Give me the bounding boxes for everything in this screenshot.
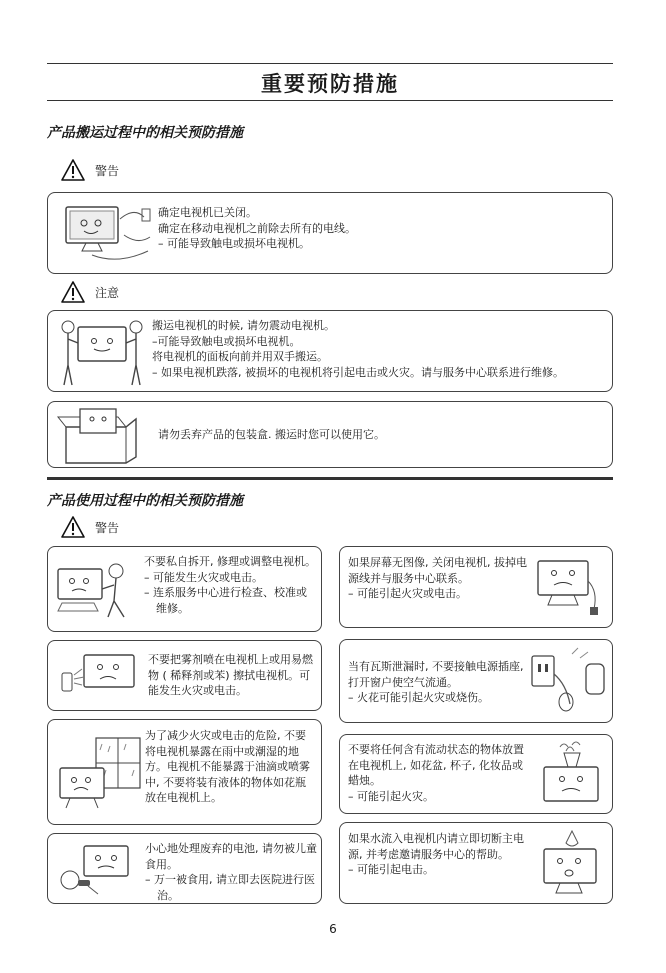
box-text: 请勿丢弃产品的包装盒. 搬运时您可以使用它。 xyxy=(158,428,385,441)
box-text: 如果屏幕无图像, 关闭电视机, 拔掉电源线并与服务中心联系。 – 可能引起火灾或电击。 xyxy=(348,556,527,600)
box-text: 不要把雾剂喷在电视机上或用易燃物 ( 稀释剂或苯) 擦拭电视机。可能发生火灾或电击。 xyxy=(148,653,313,697)
box-text: 小心地处理废弃的电池, 请勿被儿童食用。 – 万一被食用, 请立即去医院进行医治。 xyxy=(145,842,317,902)
info-box-power-off xyxy=(47,192,613,274)
section-heading-transport: 产品搬运过程中的相关预防措施 xyxy=(47,125,243,141)
page-title: 重要预防措施 xyxy=(261,72,399,96)
box-text: 确定电视机已关闭。 确定在移动电视机之前除去所有的电线。 – 可能导致触电或损坏电视机。 xyxy=(158,206,356,250)
box-text: 不要私自拆开, 修理或调整电视机。 – 可能发生火灾或电击。 – 连系服务中心进行检查、校准或维修。 xyxy=(144,555,316,615)
warning-box-water xyxy=(339,822,613,904)
vase-on-tv-illustration xyxy=(534,739,608,809)
tv-rain-window-illustration xyxy=(56,734,144,814)
warning-text: 警告 xyxy=(95,163,120,178)
warning-label xyxy=(60,158,119,182)
warning-box-battery xyxy=(47,833,322,904)
box-text: 如果水流入电视机内请立即切断主电源, 并考虑邀请服务中心的帮助。 – 可能引起电击。 xyxy=(348,832,524,876)
repairman-illustration xyxy=(54,559,138,621)
battery-child-illustration xyxy=(58,840,142,898)
caution-text: 注意 xyxy=(95,285,120,300)
box-text: 不要将任何含有流动状态的物体放置在电视机上, 如花盆, 杯子, 化妆品或蜡烛。 – 可能引起火灾。 xyxy=(348,743,524,803)
box-text: 当有瓦斯泄漏时, 不要接触电源插座, 打开窗户使空气流通。 – 火花可能引起火灾或烧伤。 xyxy=(348,660,524,704)
gas-socket-illustration xyxy=(526,644,610,718)
info-box-packaging xyxy=(47,401,613,468)
tv-unplug-illustration xyxy=(532,555,608,619)
top-rule xyxy=(47,63,613,64)
warning-triangle-icon xyxy=(60,515,86,539)
spray-on-tv-illustration xyxy=(58,647,142,705)
warning-box-disassemble xyxy=(47,546,322,632)
tv-in-box-illustration xyxy=(56,405,146,465)
title-rule xyxy=(47,100,613,101)
tv-cables-illustration xyxy=(58,199,158,267)
water-in-tv-illustration xyxy=(536,829,608,899)
warning-box-gas-leak xyxy=(339,639,613,723)
section-divider xyxy=(47,477,613,480)
box-text: 搬运电视机的时候, 请勿震动电视机。 –可能导致触电或损坏电视机。 将电视机的面板向前并用双手搬运。 – 如果电视机跌落, 被损坏的电视机将引起电击或火灾。请与服务中心联系进行维修。 xyxy=(152,319,564,379)
section-heading-usage: 产品使用过程中的相关预防措施 xyxy=(47,493,243,509)
warning-box-spray xyxy=(47,640,322,711)
warning-label-usage xyxy=(60,515,119,539)
warning-box-moisture xyxy=(47,719,322,825)
warning-text: 警告 xyxy=(95,520,120,535)
info-box-carrying xyxy=(47,310,613,392)
two-people-carrying-tv-illustration xyxy=(56,315,148,389)
page-number: 6 xyxy=(329,922,337,936)
warning-triangle-icon xyxy=(60,158,86,182)
caution-triangle-icon xyxy=(60,280,86,304)
box-text: 为了减少火灾或电击的危险, 不要将电视机暴露在雨中或潮湿的地方。电视机不能暴露于油滴或喷雾中, 不要将装有液体的物体如花瓶放在电视机上。 xyxy=(145,729,310,804)
caution-label xyxy=(60,280,119,304)
warning-box-no-picture xyxy=(339,546,613,628)
warning-box-liquids xyxy=(339,734,613,814)
